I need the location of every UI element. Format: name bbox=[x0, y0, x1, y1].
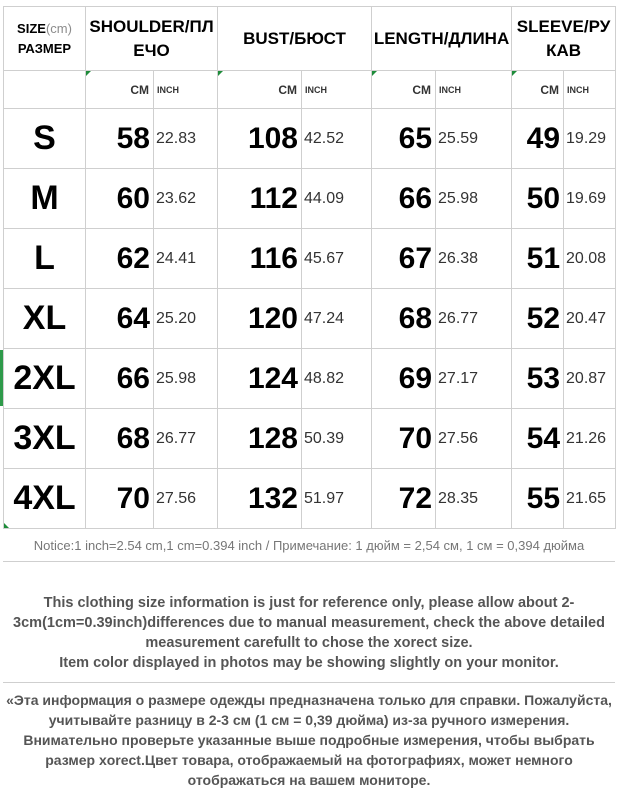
cm-value: 52 bbox=[512, 289, 564, 349]
inch-value: 26.77 bbox=[154, 409, 218, 469]
cm-value: 58 bbox=[86, 109, 154, 169]
corner-marker-icon bbox=[4, 523, 9, 528]
inch-value: 19.69 bbox=[564, 169, 616, 229]
cm-value: 66 bbox=[86, 349, 154, 409]
divider bbox=[3, 682, 615, 683]
bust-header: BUST/БЮСТ bbox=[218, 7, 372, 71]
cm-value: 50 bbox=[512, 169, 564, 229]
info-russian: «Эта информация о размере одежды предназначена только для справки. Пожалуйста, учитывайте разницу в 2-3 см (1 см = 0,39 дюйма) из-за ручного измерения. Внимательно проверьте указанные выше подробные измерения, чтобы выбрать размер xorect.Цвет товара, отображаемый на фотографиях, может немного отображаться на вашем мониторе. bbox=[6, 692, 612, 788]
size-cell: M bbox=[4, 169, 86, 229]
bust-cm-label: CM bbox=[218, 71, 302, 109]
inch-value: 48.82 bbox=[302, 349, 372, 409]
unit-row bbox=[4, 71, 616, 109]
cm-value: 66 bbox=[372, 169, 436, 229]
inch-value: 21.65 bbox=[564, 469, 616, 529]
cm-value: 55 bbox=[512, 469, 564, 529]
bust-inch-label: INCH bbox=[302, 71, 372, 109]
size-row bbox=[4, 469, 616, 529]
inch-value: 25.98 bbox=[436, 169, 512, 229]
cm-value: 112 bbox=[218, 169, 302, 229]
cm-value: 70 bbox=[372, 409, 436, 469]
cm-value: 116 bbox=[218, 229, 302, 289]
inch-value: 26.77 bbox=[436, 289, 512, 349]
corner-marker-icon bbox=[218, 71, 223, 76]
cm-value: 70 bbox=[86, 469, 154, 529]
size-cell: S bbox=[4, 109, 86, 169]
size-row bbox=[4, 349, 616, 409]
size-row bbox=[4, 289, 616, 349]
size-header-label-ru: РАЗМЕР bbox=[17, 40, 72, 56]
size-cell: 3XL bbox=[4, 409, 86, 469]
inch-value: 42.52 bbox=[302, 109, 372, 169]
length-header: LENGTH/ДЛИНА bbox=[372, 7, 512, 71]
inch-value: 28.35 bbox=[436, 469, 512, 529]
inch-value: 50.39 bbox=[302, 409, 372, 469]
corner-marker-icon bbox=[372, 71, 377, 76]
cm-value: 64 bbox=[86, 289, 154, 349]
unit-row-blank bbox=[4, 71, 86, 109]
inch-value: 22.83 bbox=[154, 109, 218, 169]
inch-value: 44.09 bbox=[302, 169, 372, 229]
cm-value: 132 bbox=[218, 469, 302, 529]
inch-value: 25.59 bbox=[436, 109, 512, 169]
inch-value: 19.29 bbox=[564, 109, 616, 169]
cm-value: 68 bbox=[86, 409, 154, 469]
cm-value: 69 bbox=[372, 349, 436, 409]
info-english bbox=[3, 593, 615, 673]
inch-value: 27.56 bbox=[436, 409, 512, 469]
inch-value: 25.98 bbox=[154, 349, 218, 409]
inch-value: 25.20 bbox=[154, 289, 218, 349]
length-cm-label: CM bbox=[372, 71, 436, 109]
cm-value: 72 bbox=[372, 469, 436, 529]
size-cell: XL bbox=[4, 289, 86, 349]
shoulder-cm-label: CM bbox=[86, 71, 154, 109]
cm-value: 60 bbox=[86, 169, 154, 229]
inch-value: 20.47 bbox=[564, 289, 616, 349]
inch-value: 26.38 bbox=[436, 229, 512, 289]
size-header bbox=[4, 7, 86, 71]
notice-text: Notice:1 inch=2.54 cm,1 cm=0.394 inch / Примечание: 1 дюйм = 2,54 см, 1 см = 0,394 дюйма bbox=[3, 529, 615, 562]
size-chart-table bbox=[3, 6, 616, 529]
cm-value: 65 bbox=[372, 109, 436, 169]
inch-value: 45.67 bbox=[302, 229, 372, 289]
size-cell: 4XL bbox=[4, 469, 86, 529]
info-english-line: This clothing size information is just for reference only, please allow about 2-3cm(1cm=0.39inch)differences due to manual measurement, check the above detailed measurement carefullt to chose the xorect size. bbox=[13, 595, 605, 651]
corner-marker-icon bbox=[86, 71, 91, 76]
inch-value: 27.17 bbox=[436, 349, 512, 409]
inch-value: 47.24 bbox=[302, 289, 372, 349]
inch-value: 51.97 bbox=[302, 469, 372, 529]
cm-value: 49 bbox=[512, 109, 564, 169]
shoulder-inch-label: INCH bbox=[154, 71, 218, 109]
sleeve-header: SLEEVE/РУКАВ bbox=[512, 7, 616, 71]
cm-value: 67 bbox=[372, 229, 436, 289]
inch-value: 20.87 bbox=[564, 349, 616, 409]
cm-value: 53 bbox=[512, 349, 564, 409]
cm-value: 108 bbox=[218, 109, 302, 169]
header-row bbox=[4, 7, 616, 71]
cm-value: 128 bbox=[218, 409, 302, 469]
inch-value: 20.08 bbox=[564, 229, 616, 289]
inch-value: 21.26 bbox=[564, 409, 616, 469]
sleeve-inch-label: INCH bbox=[564, 71, 616, 109]
sleeve-cm-label: CM bbox=[512, 71, 564, 109]
corner-marker-icon bbox=[512, 71, 517, 76]
cm-value: 54 bbox=[512, 409, 564, 469]
size-cell: L bbox=[4, 229, 86, 289]
size-cell: 2XL bbox=[4, 349, 86, 409]
inch-value: 24.41 bbox=[154, 229, 218, 289]
info-english-line: Item color displayed in photos may be showing slightly on your monitor. bbox=[59, 655, 559, 671]
size-row bbox=[4, 229, 616, 289]
cm-value: 51 bbox=[512, 229, 564, 289]
shoulder-header: SHOULDER/ПЛЕЧО bbox=[86, 7, 218, 71]
size-row bbox=[4, 109, 616, 169]
size-header-unit: (cm) bbox=[45, 20, 72, 36]
inch-value: 23.62 bbox=[154, 169, 218, 229]
size-row bbox=[4, 409, 616, 469]
size-row bbox=[4, 169, 616, 229]
length-inch-label: INCH bbox=[436, 71, 512, 109]
cm-value: 68 bbox=[372, 289, 436, 349]
inch-value: 27.56 bbox=[154, 469, 218, 529]
size-header-label: SIZE bbox=[17, 20, 46, 36]
cm-value: 120 bbox=[218, 289, 302, 349]
cm-value: 62 bbox=[86, 229, 154, 289]
cm-value: 124 bbox=[218, 349, 302, 409]
